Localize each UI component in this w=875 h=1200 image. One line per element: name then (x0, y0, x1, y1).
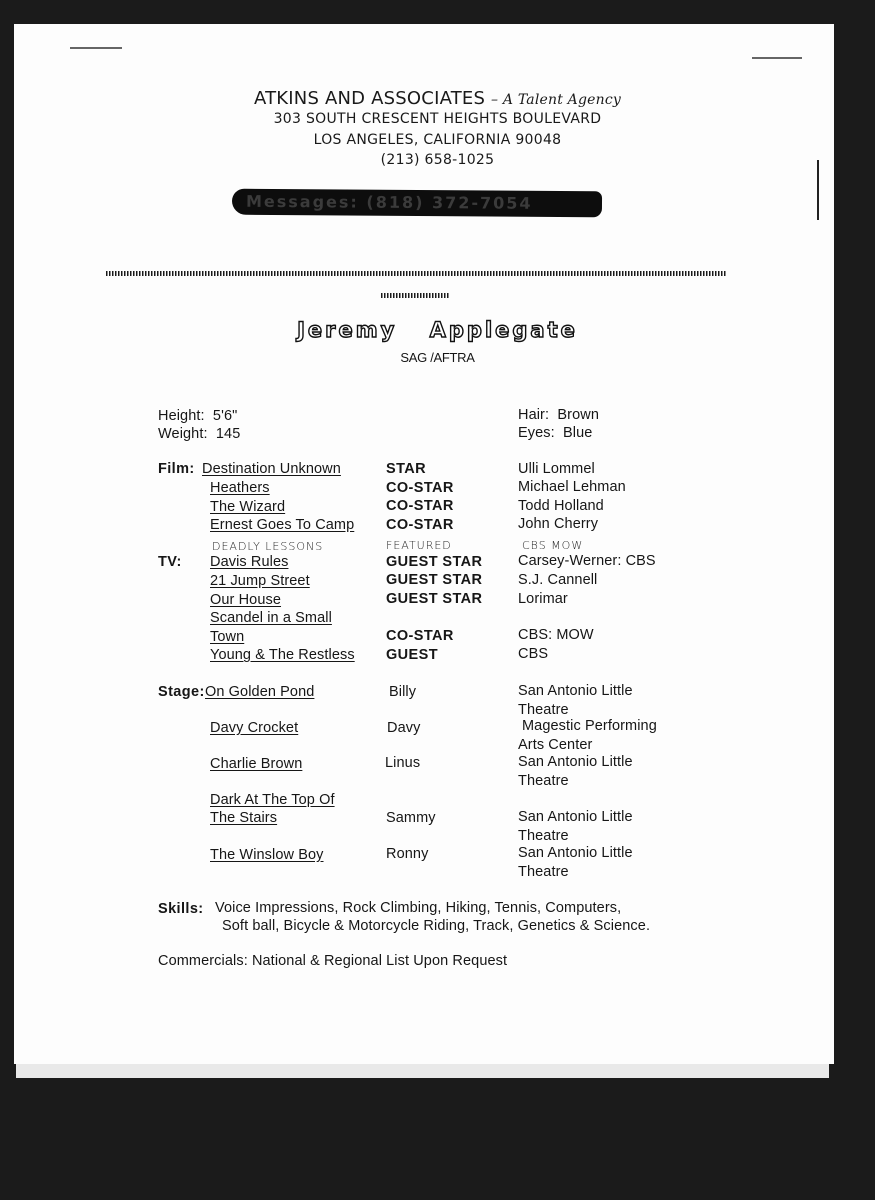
edge-mark (817, 160, 819, 220)
handwritten-role: FEATURED (386, 539, 452, 552)
stage-role-2: Davy (387, 720, 421, 736)
stage-credit-3-line2: Theatre (518, 773, 569, 789)
agency-phone: (213) 658-1025 (380, 152, 495, 168)
tv-credit-1: Carsey-Werner: CBS (518, 553, 656, 569)
stage-title-1: On Golden Pond (205, 684, 315, 700)
tv-label: TV: (158, 554, 182, 570)
film-credit-1: Ulli Lommel (518, 461, 595, 477)
actor-name: Jeremy Applegate (297, 318, 578, 342)
stage-role-5: Ronny (386, 846, 429, 862)
stage-credit-4-line2: Theatre (518, 828, 569, 844)
stage-label: Stage: (158, 684, 205, 700)
stage-credit-1-line2: Theatre (518, 702, 569, 718)
stage-credit-5-line1: San Antonio Little (518, 845, 633, 861)
film-role-2: CO-STAR (386, 480, 454, 496)
film-credit-3: Todd Holland (518, 498, 604, 514)
dotted-divider-short (381, 293, 450, 298)
stage-credit-5-line2: Theatre (518, 864, 569, 880)
staple-mark-left (70, 47, 122, 49)
eyes-row: Eyes: Blue (518, 425, 593, 441)
height-row: Height: 5'6" (158, 408, 238, 424)
stage-credit-1-line1: San Antonio Little (518, 683, 633, 699)
stage-credit-2-line2: Arts Center (518, 737, 593, 753)
stage-credit-2-line1: Magestic Performing (522, 718, 657, 734)
hair-row: Hair: Brown (518, 407, 599, 423)
stage-credit-4-line1: San Antonio Little (518, 809, 633, 825)
tv-role-3: GUEST STAR (386, 591, 483, 607)
film-title-4: Ernest Goes To Camp (210, 517, 355, 533)
tv-role-4: CO-STAR (386, 628, 454, 644)
tv-role-5: GUEST (386, 647, 438, 663)
film-credit-4: John Cherry (518, 516, 599, 532)
tv-title-4-line1: Scandel in a Small (210, 610, 332, 626)
tv-credit-4: CBS: MOW (518, 627, 594, 643)
agency-name: ATKINS AND ASSOCIATES – A Talent Agency (253, 88, 622, 109)
skills-line-1: Voice Impressions, Rock Climbing, Hiking, Tennis, Computers, (215, 900, 622, 916)
tv-role-2: GUEST STAR (386, 572, 483, 588)
weight-row: Weight: 145 (158, 426, 241, 442)
stage-role-3: Linus (385, 755, 421, 771)
stage-title-2: Davy Crocket (210, 720, 299, 736)
tv-title-1: Davis Rules (210, 554, 289, 570)
skills-label: Skills: (158, 901, 204, 917)
film-label: Film: (158, 461, 195, 477)
tv-title-3: Our House (210, 592, 282, 608)
handwritten-title: DEADLY LESSONS (212, 540, 324, 553)
stage-credit-3-line1: San Antonio Little (518, 754, 633, 770)
film-role-3: CO-STAR (386, 498, 454, 514)
stage-title-4-line1: Dark At The Top Of (210, 792, 335, 808)
stage-role-1: Billy (389, 684, 417, 700)
film-credit-2: Michael Lehman (518, 479, 626, 495)
union-affiliation: SAG /AFTRA (400, 350, 475, 365)
skills-line-2: Soft ball, Bicycle & Motorcycle Riding, Track, Genetics & Science. (222, 918, 651, 934)
tv-credit-5: CBS (518, 646, 549, 662)
stage-role-4: Sammy (386, 810, 436, 826)
tv-credit-2: S.J. Cannell (518, 572, 598, 588)
stage-title-4-line2: The Stairs (210, 810, 278, 826)
commercials-line: Commercials: National & Regional List Upon Request (158, 953, 508, 969)
dotted-divider (106, 271, 727, 276)
tv-role-1: GUEST STAR (386, 554, 483, 570)
stage-title-3: Charlie Brown (210, 756, 303, 772)
staple-mark-right (752, 57, 802, 59)
agency-address-1: 303 SOUTH CRESCENT HEIGHTS BOULEVARD (273, 111, 602, 127)
handwritten-credit: CBS MOW (522, 539, 584, 552)
tv-credit-3: Lorimar (518, 591, 568, 607)
film-title-2: Heathers (210, 480, 270, 496)
agency-address-2: LOS ANGELES, CALIFORNIA 90048 (313, 132, 562, 148)
tv-title-5: Young & The Restless (210, 647, 355, 663)
film-title-1: Destination Unknown (202, 461, 341, 477)
film-role-4: CO-STAR (386, 517, 454, 533)
redacted-phone (232, 189, 602, 218)
redacted-phone-text: Messages: (818) 372-7054 (245, 191, 533, 213)
tv-title-2: 21 Jump Street (210, 573, 310, 589)
agency-tagline: – A Talent Agency (491, 92, 622, 108)
stage-title-5: The Winslow Boy (210, 847, 324, 863)
tv-title-4-line2: Town (210, 629, 245, 645)
film-role-1: STAR (386, 461, 426, 477)
film-title-3: The Wizard (210, 499, 286, 515)
